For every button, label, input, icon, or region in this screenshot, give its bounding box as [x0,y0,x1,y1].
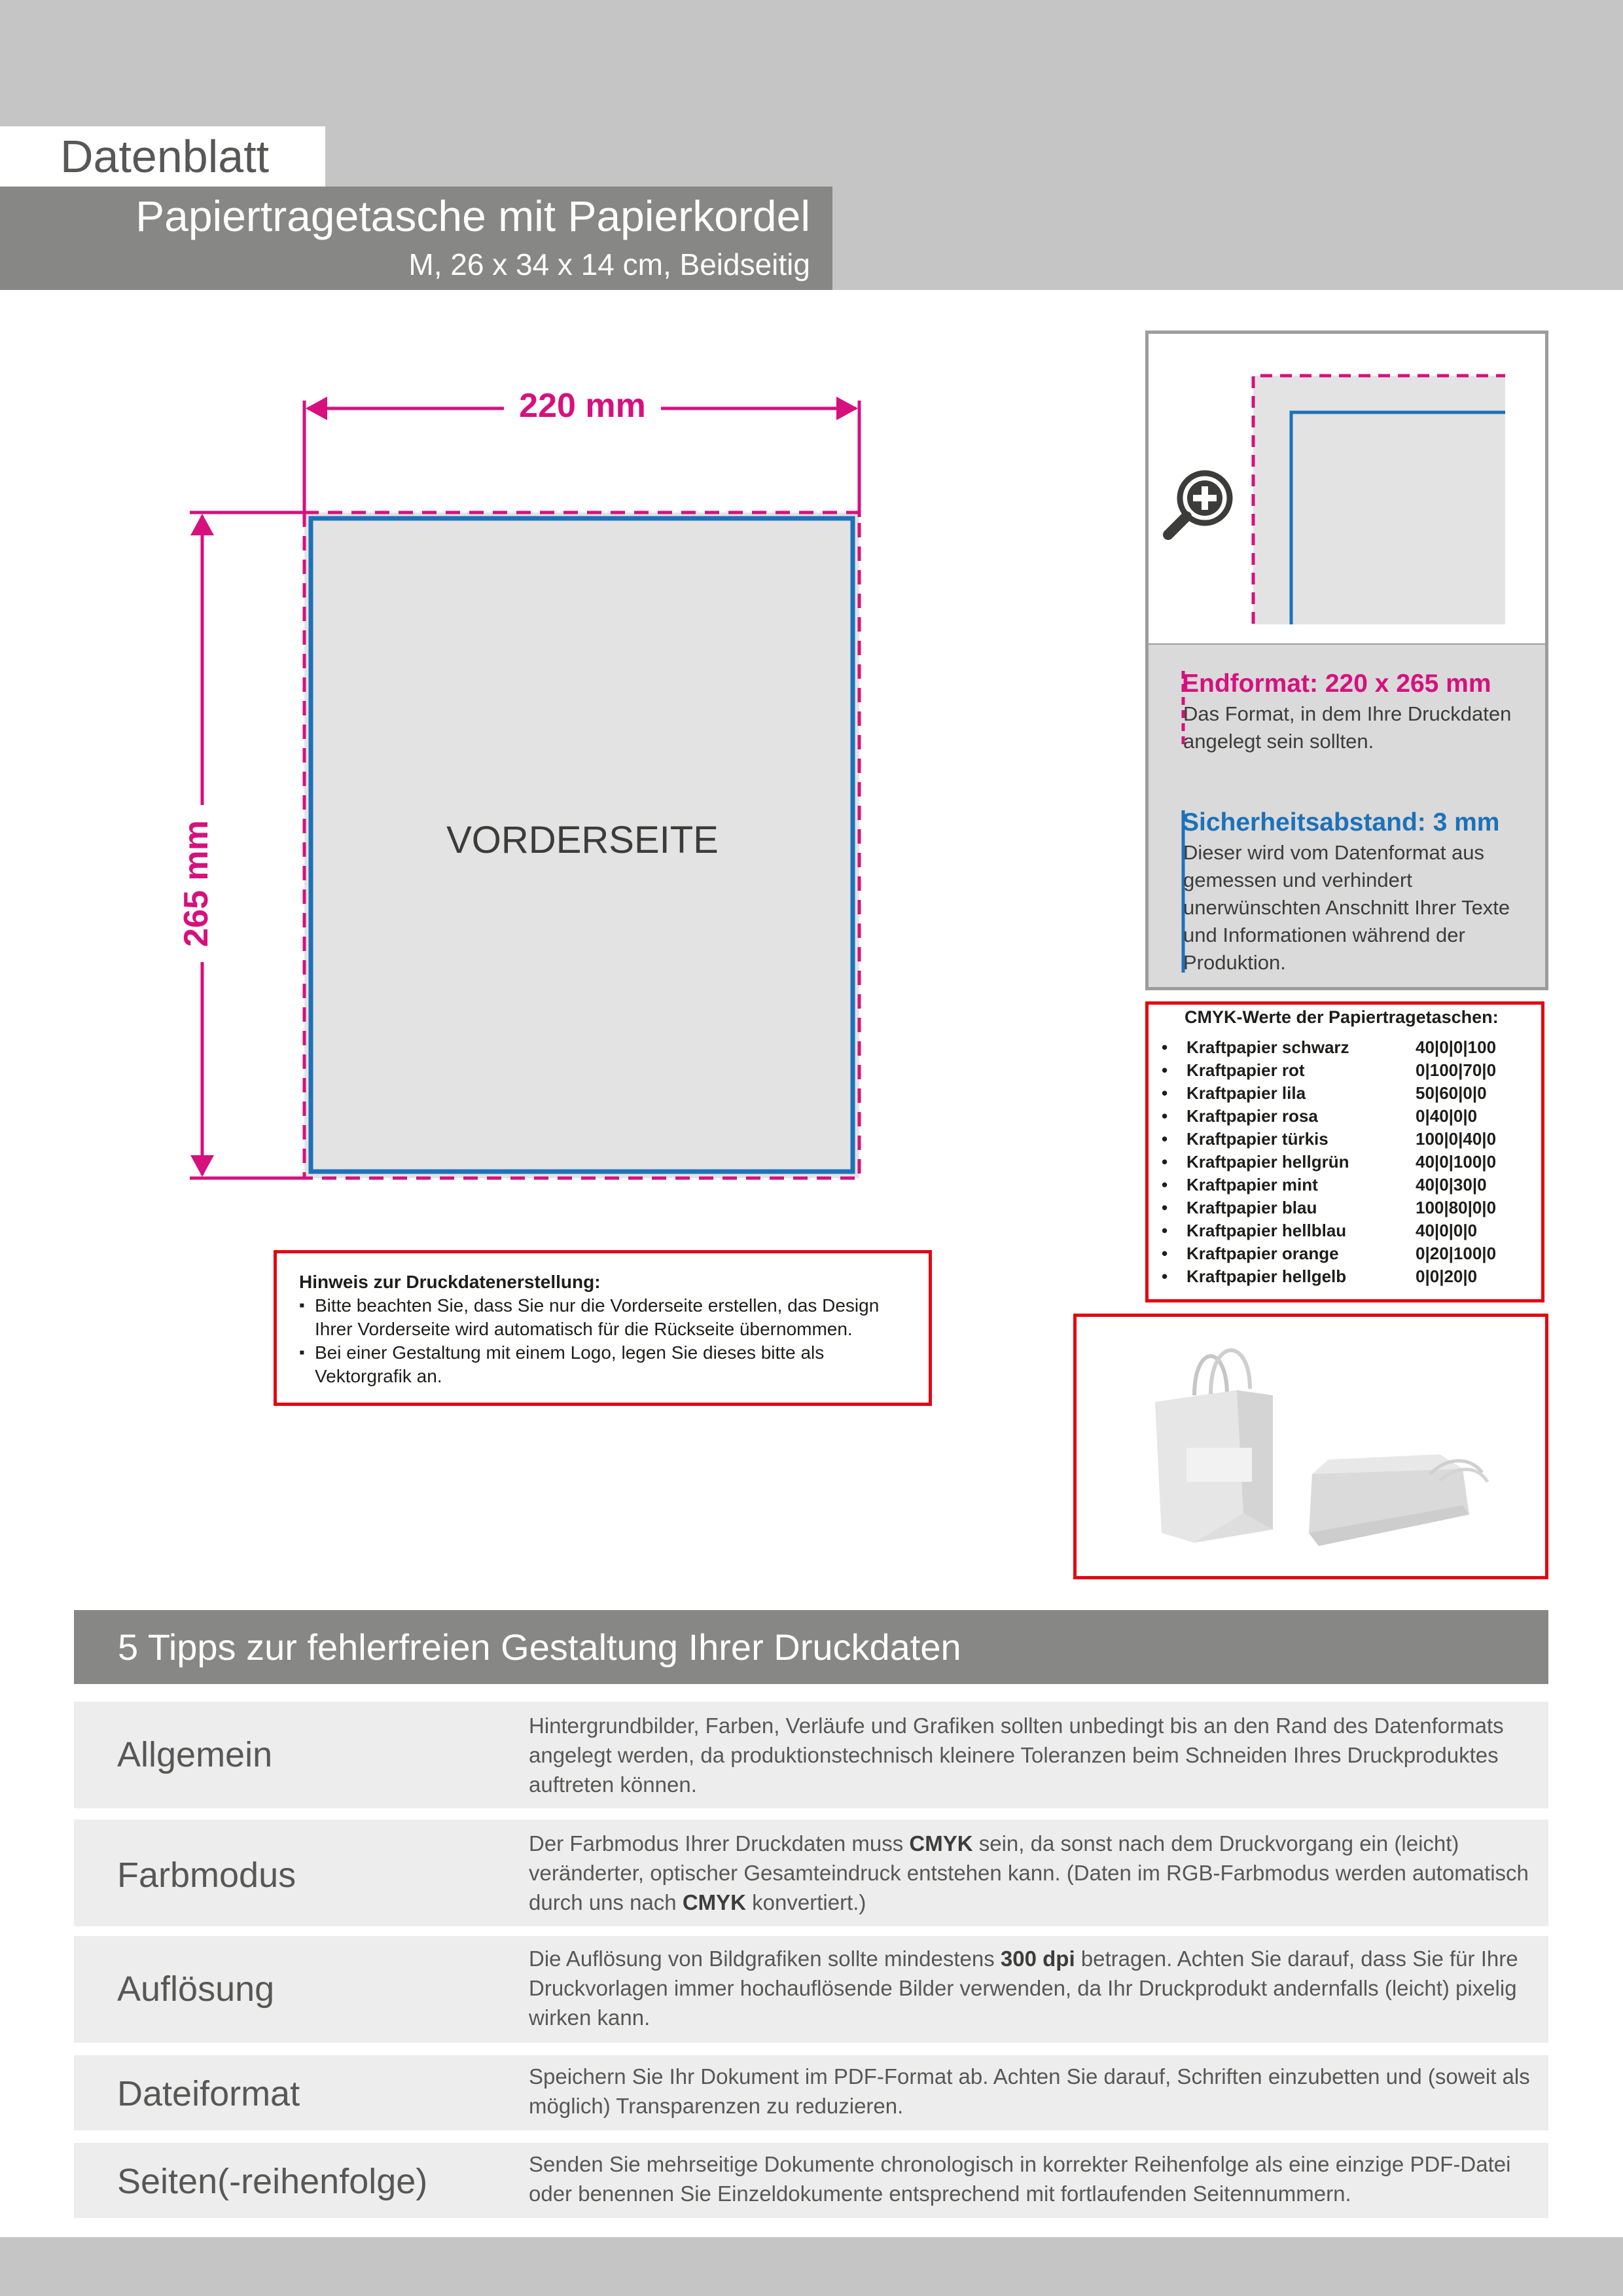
cmyk-row: • Kraftpapier lila 50|60|0|0 [1162,1082,1535,1105]
cmyk-name: Kraftpapier rosa [1186,1106,1318,1126]
tip-text: Die Auflösung von Bildgrafiken sollte mindestens 300 dpi betragen. Achten Sie darauf, dass Sie für Ihre Druckvorlagen immer hochauflösende Bilder verwenden, da Ihr Druckprodukt andernfalls (leicht) pixelig wirken kann. [529,1946,1518,2030]
tip-label: Auflösung [117,1969,275,2009]
width-arrow-right [836,397,858,420]
tip-row [74,1702,1548,1808]
cmyk-row: • Kraftpapier hellgelb 0|0|20|0 [1162,1265,1535,1288]
cmyk-row: • Kraftpapier hellgrün 40|0|100|0 [1162,1151,1535,1174]
cmyk-row: • Kraftpapier hellblau 40|0|0|0 [1162,1219,1535,1242]
tip-row [74,2143,1548,2218]
tips-title: 5 Tipps zur fehlerfreien Gestaltung Ihrer Druckdaten [118,1626,961,1668]
front-side-label: VORDERSEITE [446,819,719,861]
height-label: 265 mm [177,805,216,962]
cmyk-value: 100|0|40|0 [1416,1129,1497,1149]
cmyk-value: 0|20|100|0 [1416,1244,1497,1263]
tip-text: Hintergrundbilder, Farben, Verläufe und Grafiken sollten unbedingt bis an den Rand des Datenformats angelegt werden, da produktionstechnisch kleinere Toleranzen beim Schneiden Ihres Druckproduktes auftreten können. [529,1713,1504,1797]
height-arrow-top [190,514,214,535]
cmyk-value: 0|40|0|0 [1416,1106,1478,1126]
cmyk-name: Kraftpapier hellgrün [1186,1152,1349,1172]
cmyk-title: CMYK-Werte der Papiertragetaschen: [1185,1007,1499,1027]
tip-label: Farbmodus [117,1856,296,1895]
cmyk-value: 0|0|20|0 [1416,1266,1478,1286]
tip-text: Senden Sie mehrseitige Dokumente chronologisch in korrekter Reihenfolge als eine einzige PDF-Datei oder benennen Sie Einzeldokumente entsprechend mit fortlaufenden Seitennummern. [529,2152,1511,2206]
cmyk-value: 0|100|70|0 [1416,1060,1497,1080]
cmyk-name: Kraftpapier hellblau [1186,1221,1347,1240]
cmyk-value: 40|0|100|0 [1416,1152,1497,1172]
product-title: Papiertragetasche mit Papierkordel [135,192,810,240]
cmyk-row: • Kraftpapier orange 0|20|100|0 [1162,1242,1535,1265]
hint-item: ▪ Bei einer Gestaltung mit einem Logo, legen Sie dieses bitte als Vektorgrafik an. [299,1341,909,1388]
cmyk-name: Kraftpapier orange [1186,1244,1339,1263]
cmyk-value: 40|0|0|100 [1416,1037,1497,1057]
tip-label: Allgemein [117,1735,273,1774]
zoom-in-icon [1162,461,1240,540]
tip-label: Dateiformat [117,2074,300,2113]
cmyk-row: • Kraftpapier mint 40|0|30|0 [1162,1174,1535,1196]
cmyk-row: • Kraftpapier blau 100|80|0|0 [1162,1196,1535,1219]
hint-box [274,1250,932,1406]
tip-row [74,1936,1548,2043]
cmyk-name: Kraftpapier blau [1186,1198,1317,1217]
tip-label: Seiten(-reihenfolge) [117,2162,428,2201]
cmyk-value: 100|80|0|0 [1416,1198,1497,1217]
endformat-title: Endformat: 220 x 265 mm [1182,670,1491,698]
safety-description: Dieser wird vom Datenformat aus gemessen und verhindert unerwünschten Anschnitt Ihrer Texte und Informationen während der Produktion. [1183,841,1510,974]
tip-row [74,2055,1548,2130]
cmyk-row: • Kraftpapier schwarz 40|0|0|100 [1162,1036,1535,1059]
tip-text: Der Farbmodus Ihrer Druckdaten muss CMYK sein, da sonst nach dem Druckvorgang ein (leicht) veränderter, optischer Gesamteindruck entstehen kann. (Daten im RGB-Farbmodus werden automatisch durch uns nach CMYK konvertiert.) [529,1831,1529,1914]
footer-band [0,2237,1623,2296]
endformat-description: Das Format, in dem Ihre Druckdaten angelegt sein sollten. [1183,702,1512,753]
cmyk-name: Kraftpapier mint [1186,1175,1318,1194]
safety-title: Sicherheitsabstand: 3 mm [1182,808,1500,836]
cmyk-row: • Kraftpapier rosa 0|40|0|0 [1162,1105,1535,1128]
cmyk-name: Kraftpapier rot [1186,1060,1305,1080]
tip-row [74,1820,1548,1926]
tip-text: Speichern Sie Ihr Dokument im PDF-Format ab. Achten Sie darauf, Schriften einzubetten und (soweit als möglich) Transparenzen zu reduzieren. [529,2064,1530,2118]
cmyk-row: • Kraftpapier türkis 100|0|40|0 [1162,1128,1535,1151]
cmyk-name: Kraftpapier hellgelb [1186,1266,1347,1286]
product-subtitle: M, 26 x 34 x 14 cm, Beidseitig [408,247,810,281]
cmyk-name: Kraftpapier türkis [1186,1129,1329,1149]
cmyk-row: • Kraftpapier rot 0|100|70|0 [1162,1059,1535,1082]
cmyk-value: 40|0|30|0 [1416,1175,1487,1194]
hint-item: ▪ Bitte beachten Sie, dass Sie nur die Vorderseite erstellen, das Design Ihrer Vorderseite wird automatisch für die Rückseite übernommen. [299,1294,909,1341]
hint-title: Hinweis zur Druckdatenerstellung: [299,1272,601,1292]
cmyk-name: Kraftpapier schwarz [1186,1037,1349,1057]
height-arrow-bottom [190,1155,214,1177]
paper-bag-image [1077,1317,1545,1576]
cmyk-value: 50|60|0|0 [1416,1083,1487,1103]
cmyk-name: Kraftpapier lila [1186,1083,1306,1103]
width-label: 220 mm [504,386,661,425]
cmyk-value: 40|0|0|0 [1416,1221,1478,1240]
doc-type-label: Datenblatt [60,131,270,182]
width-arrow-left [306,397,327,420]
